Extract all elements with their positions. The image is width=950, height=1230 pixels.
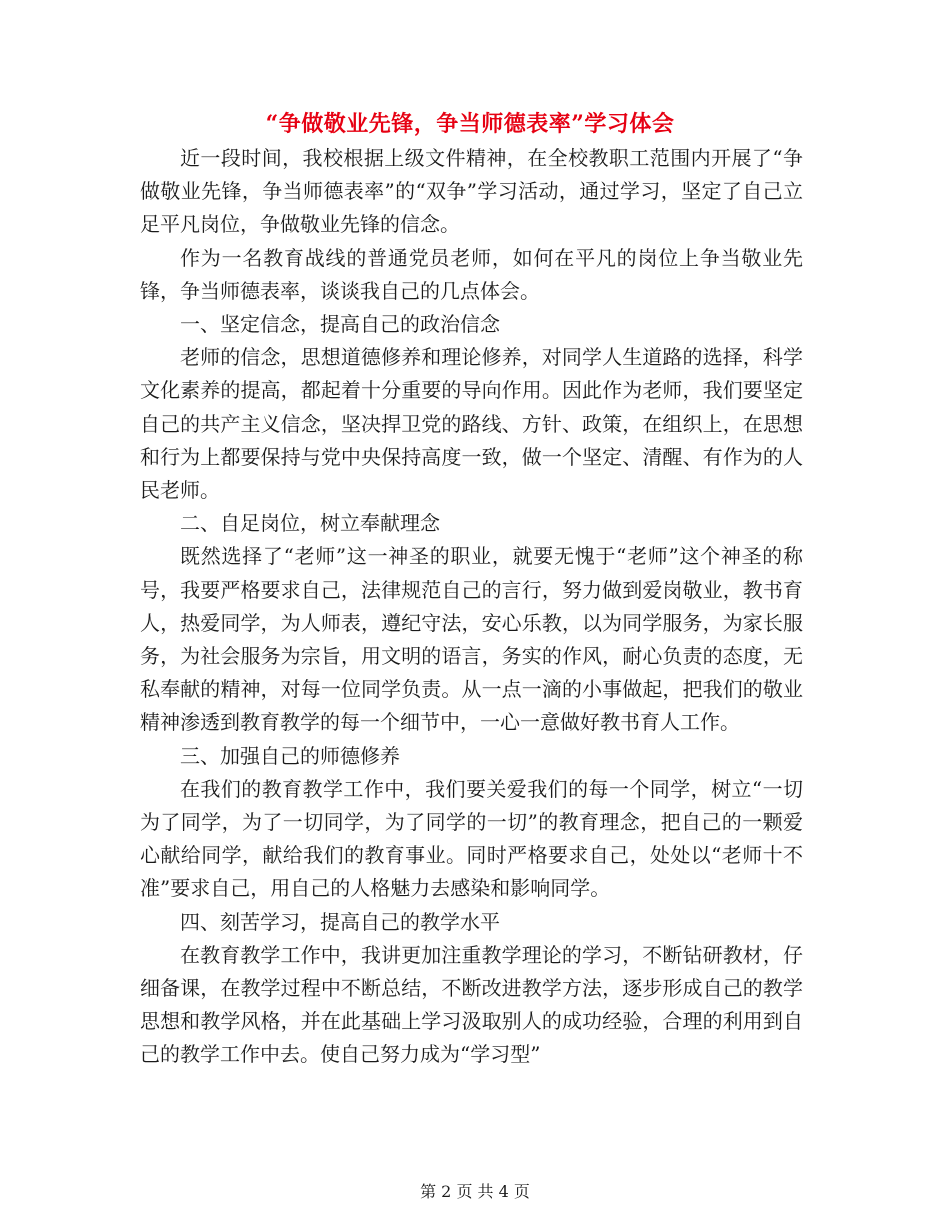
section-heading: 三、加强自己的师德修养 [180, 743, 400, 768]
intro-paragraph: 作为一名教育战线的普通党员老师，如何在平凡的岗位上争当敬业先锋，争当师德表率，谈谈我自己的几点体会。 [140, 245, 803, 303]
section-heading: 一、坚定信念，提高自己的政治信念 [180, 312, 500, 337]
section-paragraph: 在教育教学工作中，我讲更加注重教学理论的学习，不断钻研教材，仔细备课，在教学过程中不断总结，不断改进教学方法，逐步形成自己的教学思想和教学风格，并在此基础上学习汲取别人的成功经验，合理的利用到自己的教学工作中去。使自己努力成为“学习型” [140, 942, 803, 1067]
intro-paragraph: 近一段时间，我校根据上级文件精神，在全校教职工范围内开展了“争做敬业先锋，争当师德表率”的“双争”学习活动，通过学习，坚定了自己立足平凡岗位，争做敬业先锋的信念。 [140, 146, 803, 237]
section-paragraph: 老师的信念，思想道德修养和理论修养，对同学人生道路的选择，科学文化素养的提高，都起着十分重要的导向作用。因此作为老师，我们要坚定自己的共产主义信念，坚决捍卫党的路线、方针、政策，在组织上，在思想和行为上都要保持与党中央保持高度一致，做一个坚定、清醒、有作为的人民老师。 [140, 345, 803, 503]
document-title: “争做敬业先锋，争当师德表率”学习体会 [265, 111, 675, 137]
section-paragraph: 在我们的教育教学工作中，我们要关爱我们的每一个同学，树立“一切为了同学，为了一切同学，为了同学的一切”的教育理念，把自己的一颗爱心献给同学，献给我们的教育事业。同时严格要求自己，处处以“老师十不准”要求自己，用自己的人格魅力去感染和影响同学。 [140, 776, 803, 901]
section-heading: 二、自足岗位，树立奉献理念 [180, 511, 440, 536]
document-body [140, 142, 803, 1072]
page-number-footer: 第 2 页 共 4 页 [420, 1182, 530, 1201]
section-heading: 四、刻苦学习，提高自己的教学水平 [180, 909, 500, 934]
section-paragraph: 既然选择了“老师”这一神圣的职业，就要无愧于“老师”这个神圣的称号，我要严格要求自己，法律规范自己的言行，努力做到爱岗敬业，教书育人，热爱同学，为人师表，遵纪守法，安心乐教，以为同学服务，为家长服务，为社会服务为宗旨，用文明的语言，务实的作风，耐心负责的态度，无私奉献的精神，对每一位同学负责。从一点一滴的小事做起，把我们的敬业精神渗透到教育教学的每一个细节中，一心一意做好教书育人工作。 [140, 544, 803, 735]
